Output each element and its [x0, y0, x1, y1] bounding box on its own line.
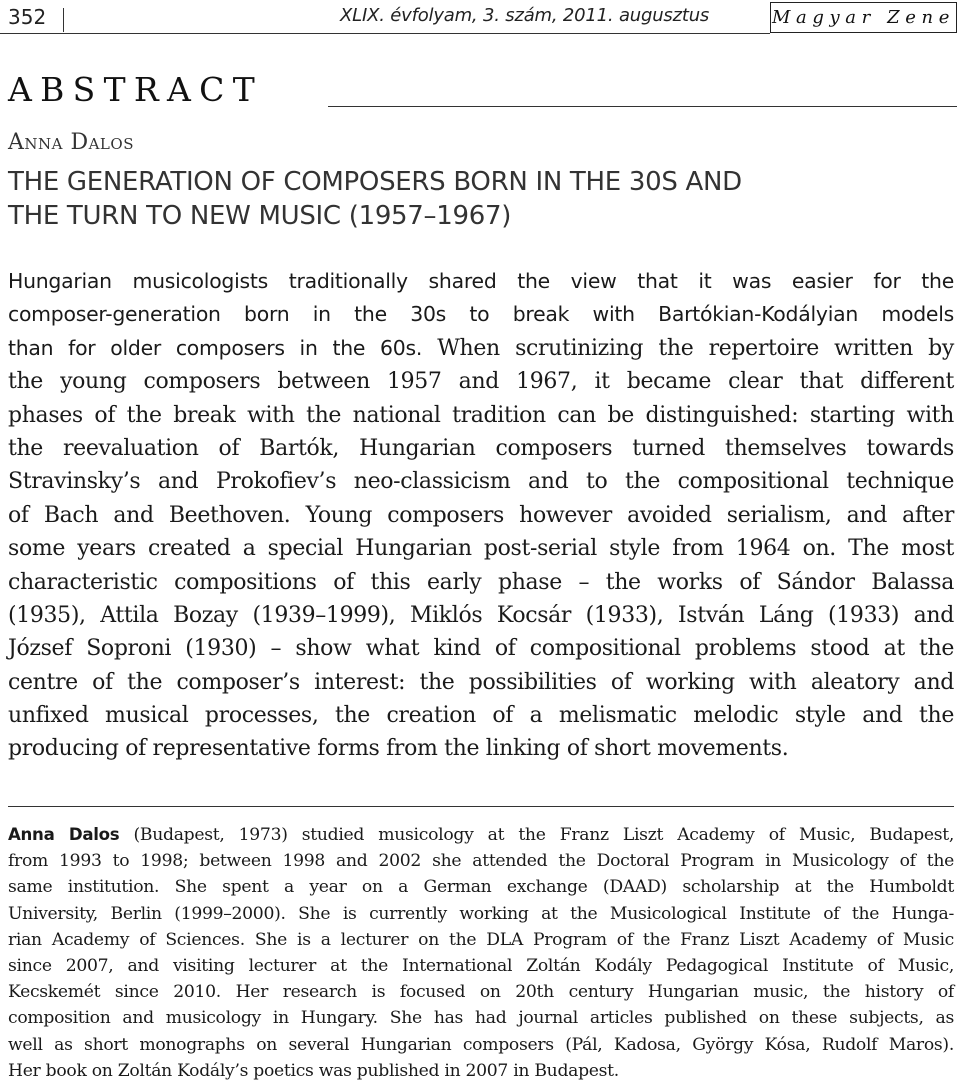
abstract-line [8, 499, 954, 532]
abstract-line: (1935), Attila Bozay (1939–1999), Miklós Kocsár (1933), István Láng (1933) and [8, 602, 954, 628]
journal-title: Magyar Zene [772, 7, 955, 28]
abstract-line-part: The most [835, 536, 954, 562]
abstract-line-sans-part: than for older composers in the 60s. [8, 335, 423, 360]
abstract-line-serif-part: When scrutinizing the repertoire written by [422, 335, 954, 361]
bio-line [8, 822, 954, 848]
author-name: Anna Dalos [8, 130, 134, 155]
page-number: 352 [8, 5, 47, 29]
bio-line-text: (Budapest, 1973) studied musicology at the Franz Liszt Academy of Music, Budapest, [119, 825, 954, 845]
abstract-line: composer-generation born in the 30s to break with Bartókian-Kodályian models [8, 302, 954, 327]
abstract-line-part: of Bach and Beethoven. [8, 502, 291, 528]
header-divider [63, 8, 64, 32]
abstract-line: unfixed musical processes, the creation of a melismatic melodic style and the [8, 703, 954, 729]
abstract-line [8, 332, 954, 365]
abstract-line [8, 532, 954, 565]
article-title-line-2: THE TURN TO NEW MUSIC (1957–1967) [8, 201, 512, 231]
abstract-line: József Soproni (1930) – show what kind of compositional problems stood at the [8, 636, 954, 662]
bio-line: Her book on Zoltán Kodály’s poetics was published in 2007 in Budapest. [8, 1060, 619, 1081]
page-header [0, 0, 960, 36]
abstract-line-part: Young composers however avoided serialism, and after [290, 502, 954, 528]
bio-line: University, Berlin (1999–2000). She is currently working at the Musicological Institute of the Hunga- [8, 903, 954, 924]
abstract-heading: ABSTRACT [8, 70, 264, 109]
abstract-line: the young composers between 1957 and 1967, it became clear that different [8, 369, 954, 395]
abstract-heading-rule [328, 106, 957, 107]
bio-separator-rule [8, 806, 954, 807]
bio-line: well as short monographs on several Hungarian composers (Pál, Kadosa, György Kósa, Rudolf Maros). [8, 1034, 954, 1055]
abstract-line: producing of representative forms from the linking of short movements. [8, 736, 789, 762]
bio-author-name: Anna Dalos [8, 825, 120, 844]
bio-line: since 2007, and visiting lecturer at the International Zoltán Kodály Pedagogical Institute of Music, [8, 955, 954, 976]
abstract-line: the reevaluation of Bartók, Hungarian composers turned themselves towards [8, 435, 954, 461]
abstract-line: phases of the break with the national tradition can be distinguished: starting with [8, 402, 954, 428]
bio-line: rian Academy of Sciences. She is a lecturer on the DLA Program of the Franz Liszt Academy of Music [8, 929, 954, 950]
header-rule [0, 33, 770, 34]
bio-line: same institution. She spent a year on a German exchange (DAAD) scholarship at the Humboldt [8, 877, 954, 898]
abstract-line-part: some years created a special Hungarian post-serial style from 1964 on. [8, 536, 836, 562]
abstract-line: characteristic compositions of this early phase – the works of Sándor Balassa [8, 569, 954, 595]
abstract-line: Stravinsky’s and Prokofiev’s neo-classicism and to the compositional technique [8, 469, 954, 495]
bio-line: Kecskemét since 2010. Her research is focused on 20th century Hungarian music, the history of [8, 982, 954, 1003]
abstract-line: centre of the composer’s interest: the possibilities of working with aleatory and [8, 669, 954, 695]
bio-line: composition and musicology in Hungary. She has had journal articles published on these subjects, as [8, 1008, 954, 1029]
article-title-line-1: THE GENERATION OF COMPOSERS BORN IN THE 30S AND [8, 167, 742, 197]
article-title [8, 165, 948, 233]
bio-line: from 1993 to 1998; between 1998 and 2002 she attended the Doctoral Program in Musicology of the [8, 851, 954, 872]
journal-title-box [770, 2, 957, 33]
author-bio [8, 822, 954, 1084]
abstract-text [8, 265, 954, 766]
abstract-line: Hungarian musicologists traditionally shared the view that it was easier for the [8, 269, 954, 293]
issue-info: XLIX. évfolyam, 3. szám, 2011. augusztus [340, 5, 710, 26]
